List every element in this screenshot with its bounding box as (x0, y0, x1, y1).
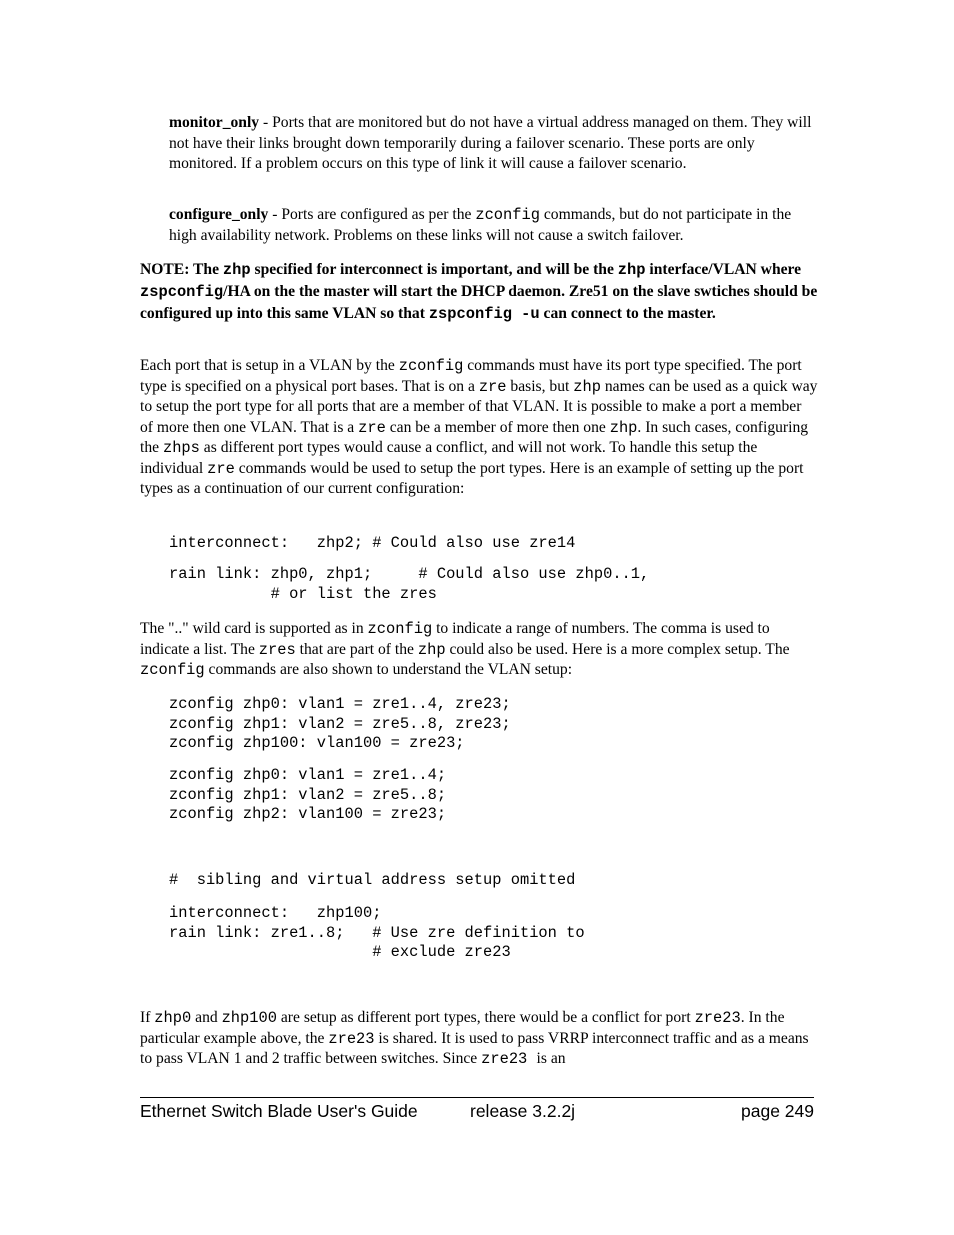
configure-only-definition: configure_only - Ports are configured as per the zconfig commands, but do not participate in the high availability network. Problems on these links will not cause a switch failover. (169, 206, 792, 244)
page-footer (140, 1097, 814, 1124)
code-interconnect-rain-link: interconnect: zhp100; rain link: zre1..8; # Use zre definition to # exclude zre23 (169, 904, 585, 962)
conflict-paragraph: If zhp0 and zhp100 are setup as different port types, there would be a conflict for port zre23. In the particular example above, the zre23 is shared. It is used to pass VRRP interconnect traffic and as a means to pass VLAN 1 and 2 traffic between switches. Since zre23 is an (140, 1009, 809, 1068)
code-rain-link-example: rain link: zhp0, zhp1; # Could also use zhp0..1, # or list the zres (169, 565, 650, 603)
footer-title: Ethernet Switch Blade User's Guide (140, 1101, 418, 1121)
footer-release: release 3.2.2j (470, 1101, 576, 1121)
wildcard-paragraph: The ".." wild card is supported as in zconfig to indicate a range of numbers. The comma is used to indicate a list. The zres that are part of the zhp could also be used. Here is a more complex setup. The zconfig commands are also shown to understand the VLAN setup: (140, 620, 790, 679)
code-zconfig-block-1: zconfig zhp0: vlan1 = zre1..4, zre23; zconfig zhp1: vlan2 = zre5..8, zre23; zconfig zhp100: vlan100 = zre23; (169, 695, 511, 753)
monitor-only-definition: monitor_only - Ports that are monitored but do not have a virtual address managed on them. They will not have their links brought down temporarily during a failover scenario. These ports are only monitored. If a problem occurs on this type of link it will cause a failover scenario. (169, 114, 812, 172)
code-comment: # sibling and virtual address setup omitted (169, 871, 576, 889)
footer-page-number: page 249 (741, 1101, 814, 1121)
port-type-paragraph: Each port that is setup in a VLAN by the zconfig commands must have its port type specified. The port type is specified on a physical port bases. That is on a zre basis, but zhp names can be used as a quick way to setup the port type for all ports that are a member of that VLAN. It is possible to make a port a member of more then one VLAN. That is a zre can be a member of more then one zhp. In such cases, configuring the zhps as different port types would cause a conflict, and will not work. To handle this setup the individual zre commands would be used to setup the port types. Here is an example of setting up the port types as a continuation of our current configuration: (140, 357, 818, 497)
code-interconnect-example: interconnect: zhp2; # Could also use zre14 (169, 534, 576, 552)
term-monitor-only: monitor_only (169, 114, 260, 131)
code-zconfig-block-2: zconfig zhp0: vlan1 = zre1..4; zconfig zhp1: vlan2 = zre5..8; zconfig zhp2: vlan100 = zre23; (169, 766, 447, 824)
note-paragraph: NOTE: The zhp specified for interconnect is important, and will be the zhp interface/VLAN where zspconfig/HA on the the master will start the DHCP daemon. Zre51 on the slave swtiches should be configured up into this same VLAN so that zspconfig -u can connect to the master. (140, 261, 818, 323)
term-configure-only: configure_only (169, 206, 269, 223)
